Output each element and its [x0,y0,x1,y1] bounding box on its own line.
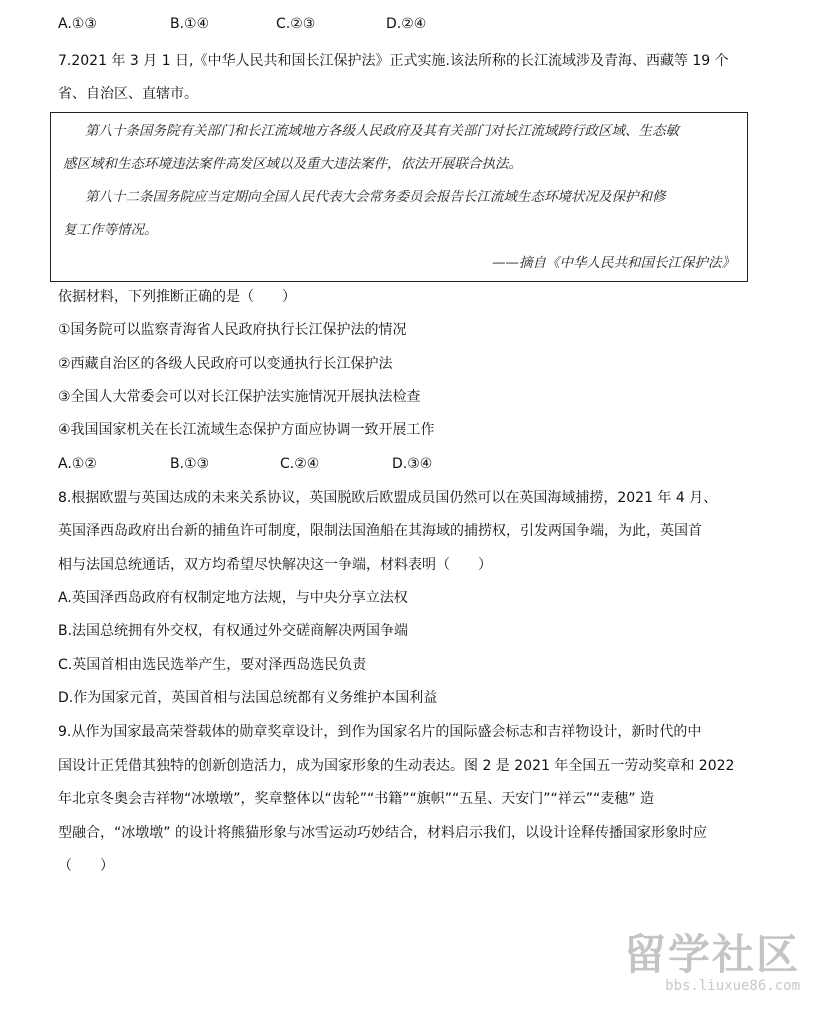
q8-option-c: C.英国首相由选民选举产生，要对泽西岛选民负责 [58,657,367,673]
q8-option-d: D.作为国家元首，英国首相与法国总统都有义务维护本国利益 [58,690,438,706]
q7-option-d: D.③④ [392,456,433,472]
q8-option-b: B.法国总统拥有外交权，有权通过外交磋商解决两国争端 [58,623,409,639]
q7-option-c: C.②④ [280,456,320,472]
q8-stem-line-1: 8.根据欧盟与英国达成的未来关系协议，英国脱欧后欧盟成员国仍然可以在英国海域捕捞，2021 年 4 月、 [58,490,718,506]
q7-stem-line-2: 省、自治区、直辖市。 [58,86,198,102]
q9-stem-line-2: 国设计正凭借其独特的创新创造活力，成为国家形象的生动表达。图 2 是 2021 年全国五一劳动奖章和 2022 [58,758,735,774]
q7-quote-source: ——摘自《中华人民共和国长江保护法》 [492,255,735,271]
q7-stem-line-1: 7.2021 年 3 月 1 日,《中华人民共和国长江保护法》正式实施.该法所称的长江流域涉及青海、西藏等 19 个 [58,53,729,69]
q9-stem-line-1: 9.从作为国家最高荣誉载体的勋章奖章设计，到作为国家名片的国际盛会标志和吉祥物设计，新时代的中 [58,724,702,740]
q7-quote-line-3: 第八十二条国务院应当定期向全国人民代表大会常务委员会报告长江流域生态环境状况及保护和修 [85,189,666,205]
q8-option-a: A.英国泽西岛政府有权制定地方法规，与中央分享立法权 [58,590,408,606]
q7-question: 依据材料，下列推断正确的是（ ） [58,289,296,305]
q8-stem-line-2: 英国泽西岛政府出台新的捕鱼许可制度，限制法国渔船在其海域的捕捞权，引发两国争端，为此，英国首 [58,523,702,539]
watermark-title: 留学社区 [623,930,800,979]
q7-quote-line-4: 复工作等情况。 [63,222,158,238]
q7-item-4: ④我国国家机关在长江流域生态保护方面应协调一致开展工作 [58,422,435,438]
watermark-url: bbs.liuxue86.com [665,978,800,994]
watermark-logo [624,932,800,994]
q7-option-b: B.①③ [170,456,210,472]
q7-quote-line-1: 第八十条国务院有关部门和长江流域地方各级人民政府及其有关部门对长江流域跨行政区域、生态敏 [85,123,679,139]
q7-quote-box [50,112,748,282]
q6-option-b: B.①④ [170,16,210,32]
q7-quote-line-2: 感区域和生态环境违法案件高发区域以及重大违法案件，依法开展联合执法。 [63,156,522,172]
q9-stem-line-3: 年北京冬奥会吉祥物“冰墩墩”，奖章整体以“齿轮”“书籍”“旗帜”“五星、天安门”“祥云”“麦穗” 造 [58,791,654,807]
q7-item-2: ②西藏自治区的各级人民政府可以变通执行长江保护法 [58,356,393,372]
q8-stem-line-3: 相与法国总统通话，双方均希望尽快解决这一争端，材料表明（ ） [58,557,492,573]
q9-stem-line-5: （ ） [58,858,114,874]
q9-stem-line-4: 型融合，“冰墩墩” 的设计将熊猫形象与冰雪运动巧妙结合，材料启示我们，以设计诠释传播国家形象时应 [58,825,707,841]
q7-option-a: A.①② [58,456,97,472]
q7-item-1: ①国务院可以监察青海省人民政府执行长江保护法的情况 [58,322,407,338]
q7-item-3: ③全国人大常委会可以对长江保护法实施情况开展执法检查 [58,389,421,405]
q6-option-a: A.①③ [58,16,97,32]
q6-option-d: D.②④ [386,16,427,32]
q6-option-c: C.②③ [276,16,316,32]
